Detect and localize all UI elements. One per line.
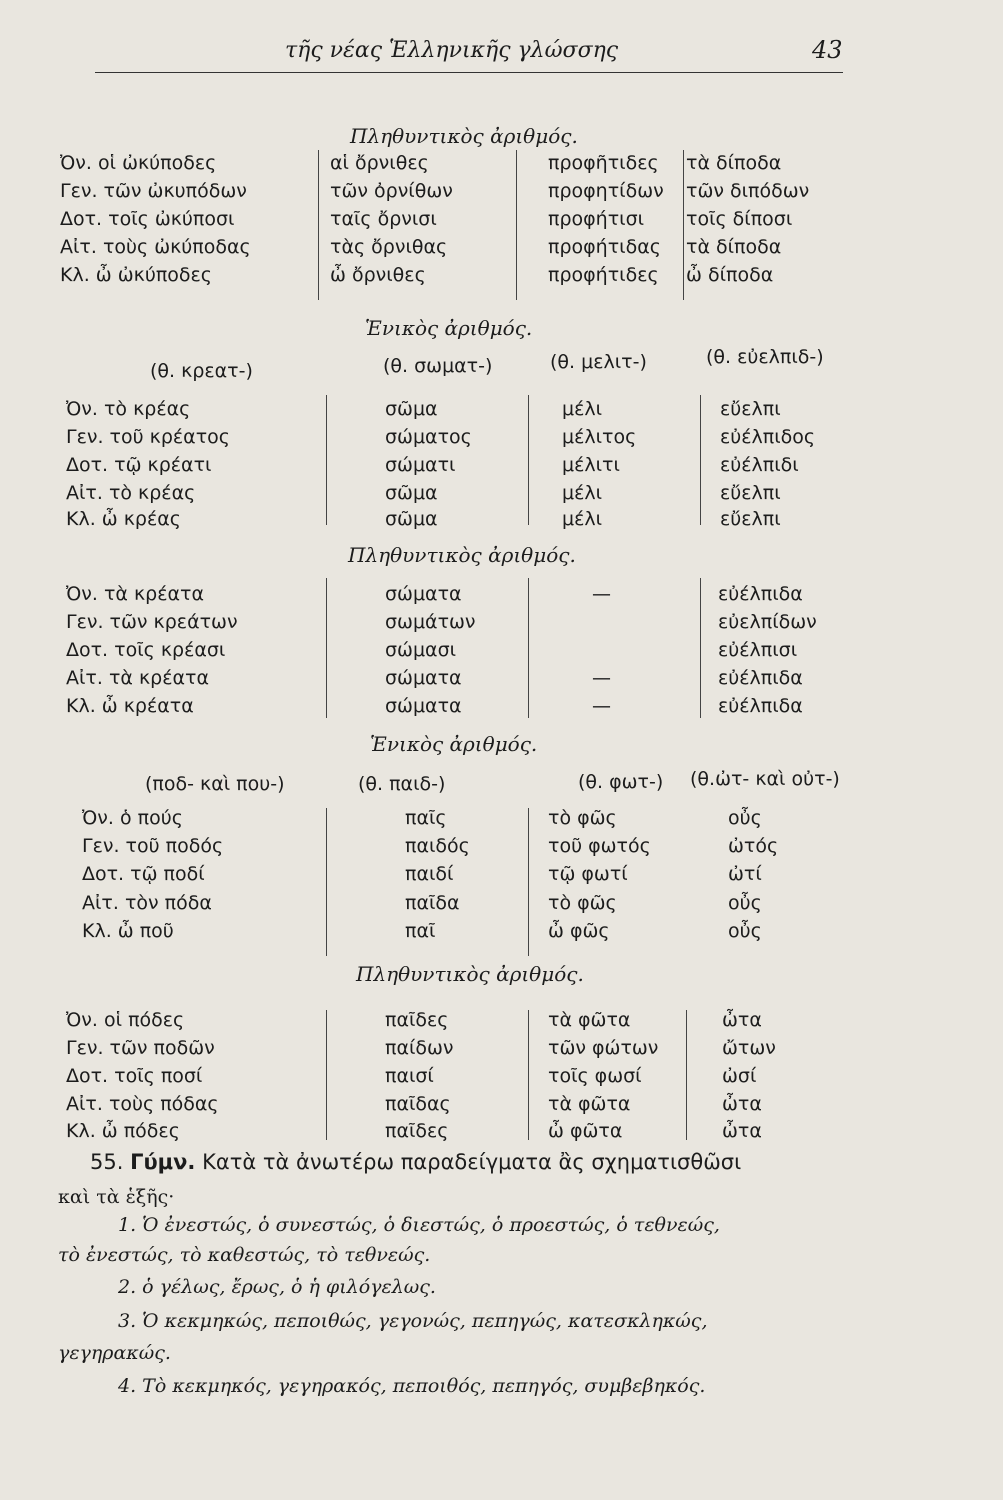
table-cell: τῶν ὀρνίθων	[330, 180, 453, 202]
exercise-line: 4. Τὸ κεκμηκός, γεγηρακός, πεποιθός, πεπηγός, συμβεβηκός.	[118, 1375, 706, 1397]
table-cell: παῖδα	[405, 892, 460, 914]
exercise-line: γεγηρακώς.	[58, 1342, 171, 1364]
table-cell: τῶν διπόδων	[686, 180, 810, 202]
table-cell: Κλ. ὦ ὠκύποδες	[60, 264, 212, 286]
table-cell: οὖς	[728, 892, 762, 914]
table-cell: προφητίδων	[548, 180, 664, 202]
table-cell: Ὀν. ὁ πούς	[82, 807, 183, 829]
table-row	[0, 505, 1003, 533]
table-cell: ὦτα	[722, 1009, 762, 1031]
table-cell: παῖδας	[385, 1093, 451, 1115]
table-cell: Δοτ. τοῖς ὠκύποσι	[60, 208, 235, 230]
table-cell: Δοτ. τῷ ποδί	[82, 863, 205, 885]
table-cell: προφῆτιδες	[548, 152, 659, 174]
table-cell: Γεν. τοῦ ποδός	[82, 835, 224, 857]
table-cell: μέλιτι	[562, 454, 620, 476]
table-cell: μέλι	[562, 398, 603, 420]
table-cell: τῷ φωτί	[548, 863, 628, 885]
section-title: Πληθυντικὸς ἀριθμός.	[350, 124, 578, 148]
theme-label: (θ. μελιτ-)	[550, 351, 647, 373]
table-cell: τὰς ὄρνιθας	[330, 236, 448, 258]
table-cell: Δοτ. τῷ κρέατι	[66, 454, 212, 476]
table-cell: ὦ δίποδα	[686, 264, 774, 286]
table-row	[0, 1117, 1003, 1145]
table-cell: εὔελπι	[720, 482, 781, 504]
table-row	[0, 1034, 1003, 1062]
table-cell: —	[592, 695, 611, 717]
table-cell: ὦ φῶς	[548, 920, 610, 942]
table-cell: Αἰτ. τοὺς πόδας	[66, 1093, 219, 1115]
table-cell: ὠσί	[722, 1065, 757, 1087]
table-row	[0, 1090, 1003, 1118]
section-title: Ἑνικὸς ἀριθμός.	[370, 732, 538, 756]
exercise-line: 3. Ὁ κεκμηκώς, πεποιθώς, γεγονώς, πεπηγώς, κατεσκληκώς,	[118, 1310, 708, 1332]
table-cell: εὐέλπιδα	[718, 667, 803, 689]
table-cell: ὦτα	[722, 1093, 762, 1115]
theme-label: (θ.ὠτ- καὶ οὐτ-)	[690, 768, 840, 790]
table-cell: παίδων	[385, 1037, 454, 1059]
table-cell: εὐέλπιδα	[718, 695, 803, 717]
theme-label: (θ. εὐελπιδ-)	[706, 346, 824, 368]
table-cell: σῶμα	[385, 482, 438, 504]
table-cell: παιδί	[405, 863, 454, 885]
table-row	[0, 608, 1003, 636]
table-cell: σώματα	[385, 695, 462, 717]
theme-label: (θ. σωματ-)	[383, 355, 493, 377]
table-row	[0, 233, 1003, 261]
table-cell: Ὀν. τὸ κρέας	[66, 398, 191, 420]
table-cell: σῶμα	[385, 398, 438, 420]
table-row	[0, 1006, 1003, 1034]
table-cell: τὸ φῶς	[548, 892, 617, 914]
table-row	[0, 664, 1003, 692]
table-cell: εὐέλπιδι	[720, 454, 799, 476]
section-title: Πληθυντικὸς ἀριθμός.	[356, 962, 584, 986]
table-cell: τὰ φῶτα	[548, 1093, 631, 1115]
table-row	[0, 860, 1003, 888]
table-cell: —	[592, 583, 611, 605]
table-cell: Κλ. ὦ κρέατα	[66, 695, 194, 717]
table-row	[0, 423, 1003, 451]
table-cell: τῶν φώτων	[548, 1037, 659, 1059]
table-row	[0, 692, 1003, 720]
table-cell: ὠτί	[728, 863, 762, 885]
table-cell: παῖ	[405, 920, 436, 942]
table-cell: σώματα	[385, 583, 462, 605]
table-cell: παῖς	[405, 807, 447, 829]
table-row	[0, 261, 1003, 289]
table-cell: ὦ φῶτα	[548, 1120, 623, 1142]
table-cell: σώματα	[385, 667, 462, 689]
table-cell: οὖς	[728, 920, 762, 942]
table-cell: παῖδες	[385, 1009, 449, 1031]
theme-label: (θ. κρεατ-)	[150, 360, 253, 382]
table-cell: οὖς	[728, 807, 762, 829]
table-cell: σώματος	[385, 426, 472, 448]
table-cell: Αἰτ. τὸ κρέας	[66, 482, 196, 504]
table-row	[0, 580, 1003, 608]
table-row	[0, 479, 1003, 507]
exercise-line: 2. ὁ γέλως, ἔρως, ὁ ἡ φιλόγελως.	[118, 1276, 436, 1298]
table-row	[0, 636, 1003, 664]
exercise-line: τὸ ἐνεστώς, τὸ καθεστώς, τὸ τεθνεώς.	[58, 1244, 431, 1266]
table-cell: τοῦ φωτός	[548, 835, 651, 857]
table-cell: προφήτιδας	[548, 236, 661, 258]
table-cell: Αἰτ. τὰ κρέατα	[66, 667, 209, 689]
table-cell: ταῖς ὄρνισι	[330, 208, 437, 230]
exercise-line: 1. Ὁ ἐνεστώς, ὁ συνεστώς, ὁ διεστώς, ὁ προεστώς, ὁ τεθνεώς,	[118, 1214, 720, 1236]
table-row	[0, 1062, 1003, 1090]
table-row	[0, 395, 1003, 423]
table-cell: αἱ ὄρνιθες	[330, 152, 429, 174]
table-row	[0, 917, 1003, 945]
table-cell: Κλ. ὦ ποῦ	[82, 920, 174, 942]
table-cell: Κλ. ὦ πόδες	[66, 1120, 180, 1142]
table-cell: —	[592, 667, 611, 689]
table-cell: Κλ. ὦ κρέας	[66, 508, 181, 530]
table-cell: εὐέλπισι	[718, 639, 798, 661]
table-cell: σώμασι	[385, 639, 457, 661]
table-cell: εὔελπι	[720, 398, 781, 420]
table-cell: μέλι	[562, 508, 603, 530]
table-row	[0, 889, 1003, 917]
table-cell: Αἰτ. τὸν πόδα	[82, 892, 212, 914]
table-cell: Ὀν. τὰ κρέατα	[66, 583, 204, 605]
table-cell: εὐελπίδων	[718, 611, 817, 633]
page-number: 43	[812, 36, 843, 64]
section-title: Πληθυντικὸς ἀριθμός.	[348, 543, 576, 567]
table-cell: Γεν. τῶν ποδῶν	[66, 1037, 215, 1059]
exercise-instruction-cont: καὶ τὰ ἑξῆς·	[58, 1186, 175, 1208]
table-cell: τοῖς φωσί	[548, 1065, 642, 1087]
exercise-instruction: Κατὰ τὰ ἀνωτέρω παραδείγματα ἂς σχηματισθῶσι	[202, 1150, 742, 1174]
section-title: Ἑνικὸς ἀριθμός.	[365, 316, 533, 340]
table-cell: παισί	[385, 1065, 434, 1087]
table-cell: Γεν. τῶν ὠκυπόδων	[60, 180, 247, 202]
exercise-heading	[90, 1150, 741, 1174]
table-cell: εὐέλπιδος	[720, 426, 816, 448]
table-cell: μέλιτος	[562, 426, 637, 448]
table-cell: τὰ δίποδα	[686, 152, 782, 174]
table-cell: ὦ ὄρνιθες	[330, 264, 426, 286]
table-cell: Γεν. τῶν κρεάτων	[66, 611, 238, 633]
table-cell: προφήτισι	[548, 208, 645, 230]
table-cell: προφήτιδες	[548, 264, 659, 286]
table-cell: σώματι	[385, 454, 456, 476]
table-row	[0, 205, 1003, 233]
table-cell: παιδός	[405, 835, 470, 857]
table-row	[0, 149, 1003, 177]
table-cell: τοῖς δίποσι	[686, 208, 793, 230]
table-cell: Δοτ. τοῖς ποσί	[66, 1065, 203, 1087]
table-cell: σωμάτων	[385, 611, 476, 633]
table-cell: Ὀν. οἱ πόδες	[66, 1009, 185, 1031]
exercise-number: 55.	[90, 1150, 124, 1174]
theme-label: (θ. φωτ-)	[578, 771, 664, 793]
table-cell: μέλι	[562, 482, 603, 504]
theme-label: (θ. παιδ-)	[358, 773, 446, 795]
table-cell: Δοτ. τοῖς κρέασι	[66, 639, 226, 661]
running-header: τῆς νέας Ἑλληνικῆς γλώσσης	[285, 38, 619, 63]
theme-label: (ποδ- καὶ που-)	[145, 773, 285, 795]
table-cell: τὸ φῶς	[548, 807, 617, 829]
table-cell: παῖδες	[385, 1120, 449, 1142]
table-cell: ὦτα	[722, 1120, 762, 1142]
table-cell: ὤτων	[722, 1037, 776, 1059]
table-cell: Αἰτ. τοὺς ὠκύποδας	[60, 236, 251, 258]
table-cell: Γεν. τοῦ κρέατος	[66, 426, 230, 448]
table-row	[0, 451, 1003, 479]
table-row	[0, 832, 1003, 860]
table-row	[0, 177, 1003, 205]
table-cell: σῶμα	[385, 508, 438, 530]
exercise-label: Γύμν.	[130, 1150, 196, 1174]
table-cell: τὰ φῶτα	[548, 1009, 631, 1031]
table-row	[0, 804, 1003, 832]
table-cell: ὠτός	[728, 835, 779, 857]
table-cell: τὰ δίποδα	[686, 236, 782, 258]
table-cell: εὐέλπιδα	[718, 583, 803, 605]
table-cell: εὔελπι	[720, 508, 781, 530]
header-rule	[95, 72, 843, 73]
table-cell: Ὀν. οἱ ὠκύποδες	[60, 152, 217, 174]
